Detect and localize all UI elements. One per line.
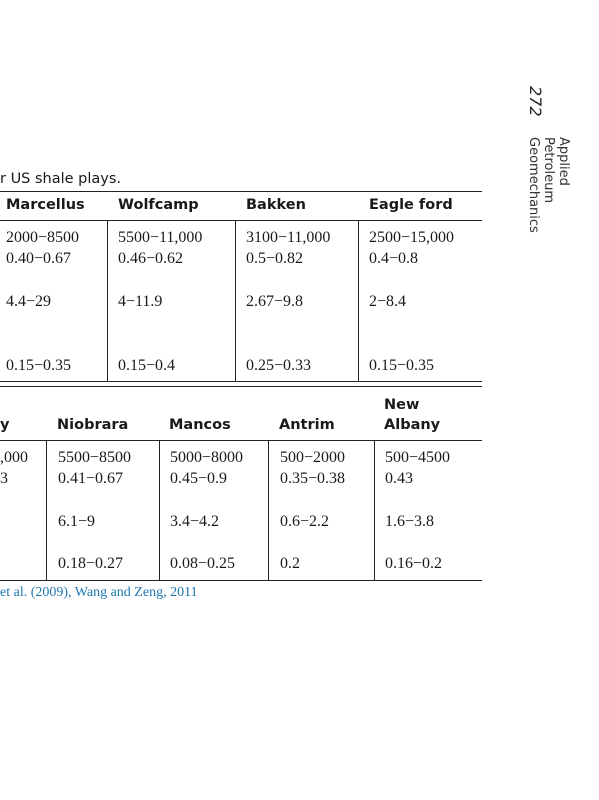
column-divider (235, 220, 236, 381)
table-cell: 0.40−0.67 (6, 250, 72, 267)
table-cell: 0.43 (385, 470, 413, 487)
table-cell: 0.16−0.2 (385, 555, 443, 572)
col-header-niobrara: Niobrara (57, 417, 129, 433)
table-cell: 500−4500 (385, 449, 451, 466)
table-cell: 5000−8000 (170, 449, 244, 466)
col-header-partial: y (0, 417, 10, 433)
section-rule (0, 381, 482, 382)
table-cell: 6.1−9 (58, 513, 96, 530)
table-cell: 2000−8500 (6, 229, 80, 246)
table-cell: 0.45−0.9 (170, 470, 228, 487)
table-cell: 4−11.9 (118, 293, 163, 310)
table-cell: 0.6−2.2 (280, 513, 330, 530)
col-header-eagle-ford: Eagle ford (369, 197, 453, 213)
table-cell-partial: ,000 (0, 449, 28, 466)
table-cell: 3.4−4.2 (170, 513, 220, 530)
table-cell: 0.08−0.25 (170, 555, 236, 572)
table-cell: 0.18−0.27 (58, 555, 124, 572)
table-cell: 4.4−29 (6, 293, 52, 310)
col-header-new-albany-line1: New (384, 397, 420, 413)
table-cell: 5500−11,000 (118, 229, 203, 246)
table-cell: 0.15−0.4 (118, 357, 176, 374)
table-cell: 0.5−0.82 (246, 250, 304, 267)
header-rule (0, 440, 482, 441)
table-cell: 0.46−0.62 (118, 250, 184, 267)
col-header-wolfcamp: Wolfcamp (118, 197, 199, 213)
table-cell: 0.4−0.8 (369, 250, 419, 267)
table-cell: 5500−8500 (58, 449, 132, 466)
running-book-title: Applied Petroleum Geomechanics (526, 137, 571, 233)
table-cell: 0.35−0.38 (280, 470, 346, 487)
column-divider (46, 440, 47, 580)
col-header-mancos: Mancos (169, 417, 231, 433)
col-header-marcellus: Marcellus (6, 197, 85, 213)
table-cell: 3100−11,000 (246, 229, 331, 246)
table-cell: 2.67−9.8 (246, 293, 304, 310)
column-divider (358, 220, 359, 381)
column-divider (268, 440, 269, 580)
column-divider (159, 440, 160, 580)
table-cell: 500−2000 (280, 449, 346, 466)
col-header-bakken: Bakken (246, 197, 306, 213)
table-cell: 2500−15,000 (369, 229, 455, 246)
table-cell-partial: 3 (0, 470, 8, 487)
column-divider (107, 220, 108, 381)
table-cell: 0.15−0.35 (369, 357, 435, 374)
col-header-new-albany-line2: Albany (384, 417, 441, 433)
top-rule (0, 191, 482, 192)
page-number: 272 (526, 86, 545, 117)
bottom-rule (0, 580, 482, 581)
col-header-antrim: Antrim (279, 417, 335, 433)
table-cell: 2−8.4 (369, 293, 407, 310)
table-cell: 0.41−0.67 (58, 470, 124, 487)
header-rule (0, 220, 482, 221)
column-divider (374, 440, 375, 580)
table-cell: 0.15−0.35 (6, 357, 72, 374)
table-cell: 1.6−3.8 (385, 513, 435, 530)
table-cell: 0.2 (280, 555, 300, 572)
table-caption: r US shale plays. (0, 171, 122, 187)
table-source-note: et al. (2009), Wang and Zeng, 2011 (0, 585, 198, 600)
section-rule (0, 386, 482, 387)
table-cell: 0.25−0.33 (246, 357, 312, 374)
